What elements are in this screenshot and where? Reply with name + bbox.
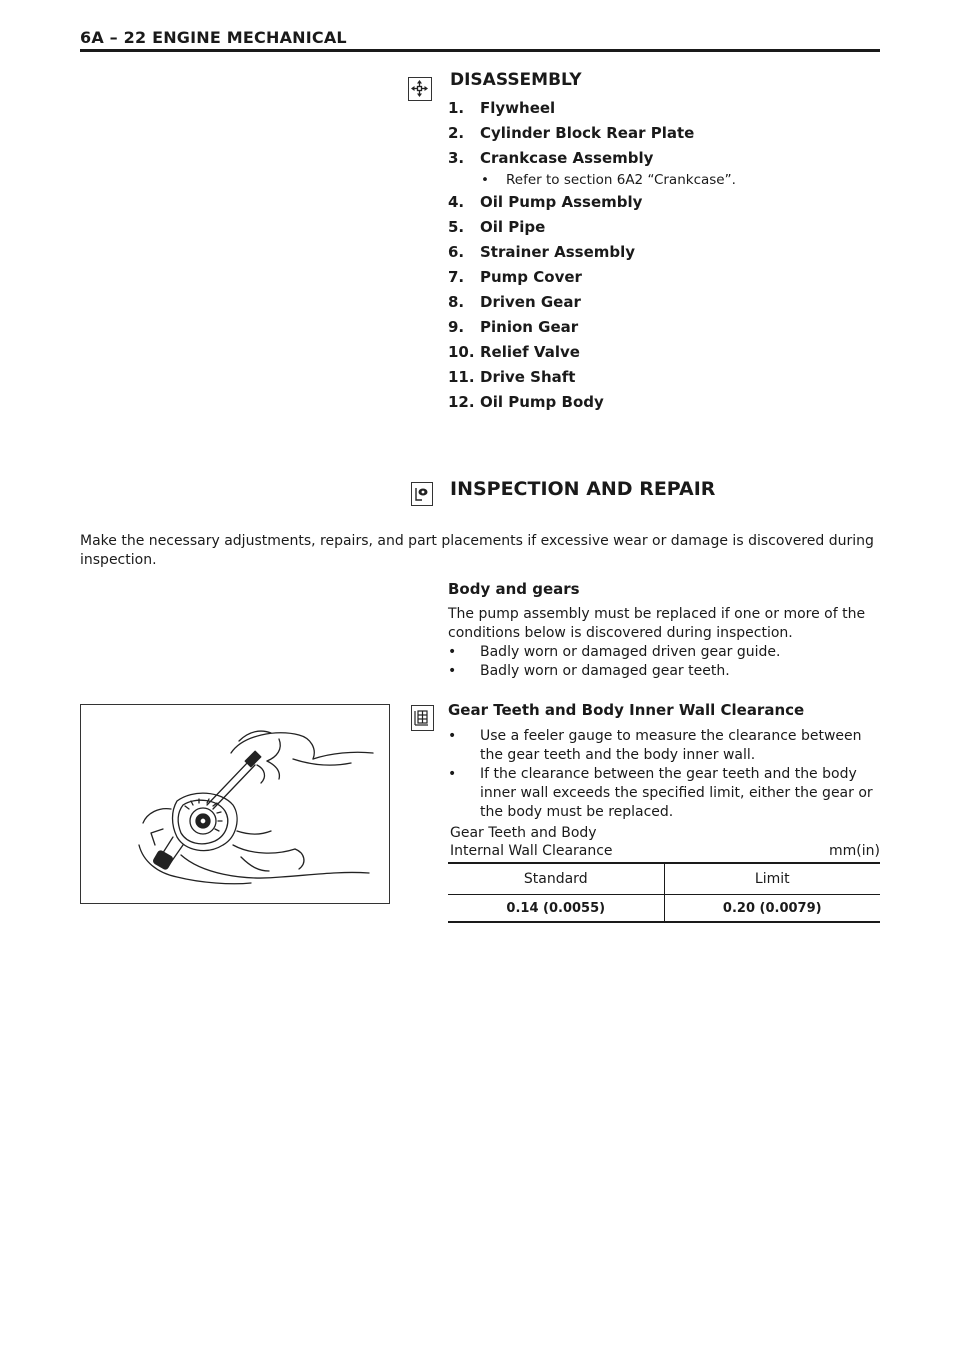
list-item: 2. Cylinder Block Rear Plate — [448, 124, 695, 142]
list-item: 7. Pump Cover — [448, 268, 582, 286]
clearance-spec-table — [448, 862, 880, 923]
inspection-heading: INSPECTION AND REPAIR — [450, 478, 716, 500]
list-item: 6. Strainer Assembly — [448, 243, 636, 261]
disassembly-heading: DISASSEMBLY — [450, 70, 582, 90]
list-item: 12. Oil Pump Body — [448, 393, 604, 411]
list-item: 3. Crankcase Assembly — [448, 149, 654, 167]
table-header-row — [448, 863, 880, 895]
page-header-title: 6A – 22 ENGINE MECHANICAL — [80, 28, 347, 47]
disassembly-steps-list — [448, 96, 888, 415]
list-item: • Use a feeler gauge to measure the clearance between the gear teeth and the body inner wall. — [448, 728, 862, 763]
disassembly-arrows-icon — [408, 77, 432, 101]
body-gears-heading: Body and gears — [448, 580, 580, 598]
list-item: 4. Oil Pump Assembly — [448, 193, 643, 211]
body-gears-section — [448, 605, 888, 681]
list-item: 10. Relief Valve — [448, 343, 580, 361]
list-item: 9. Pinion Gear — [448, 318, 579, 336]
clearance-instructions — [448, 727, 888, 822]
table-header-limit: Limit — [664, 863, 880, 895]
table-row — [448, 895, 880, 923]
inspection-eye-icon — [411, 482, 433, 506]
list-item: 1. Flywheel — [448, 99, 556, 117]
list-item: • Badly worn or damaged gear teeth. — [448, 663, 730, 679]
table-header-standard: Standard — [448, 863, 664, 895]
spec-label: Gear Teeth and Body Internal Wall Clearance — [450, 825, 613, 859]
list-item: • If the clearance between the gear teeth and the body inner wall exceeds the specified limit, either the gear or the body must be replaced. — [448, 766, 873, 820]
body-gears-text: The pump assembly must be replaced if one or more of the conditions below is discovered during inspection. — [448, 606, 866, 641]
list-item: 5. Oil Pipe — [448, 218, 546, 236]
spec-unit: mm(in) — [829, 843, 880, 859]
measurement-gauge-icon — [411, 705, 434, 731]
inspection-intro: Make the necessary adjustments, repairs, and part placements if excessive wear or damage is discovered during inspection. — [80, 533, 874, 568]
feeler-gauge-illustration — [80, 704, 390, 904]
header-rule — [80, 49, 880, 52]
limit-value: 0.20 (0.0079) — [664, 895, 880, 923]
list-item: 11. Drive Shaft — [448, 368, 576, 386]
clearance-heading: Gear Teeth and Body Inner Wall Clearance — [448, 701, 805, 719]
crankcase-reference-note: • Refer to section 6A2 “Crankcase”. — [481, 172, 736, 188]
list-item: • Badly worn or damaged driven gear guide. — [448, 644, 781, 660]
list-item: 8. Driven Gear — [448, 293, 581, 311]
standard-value: 0.14 (0.0055) — [448, 895, 664, 923]
